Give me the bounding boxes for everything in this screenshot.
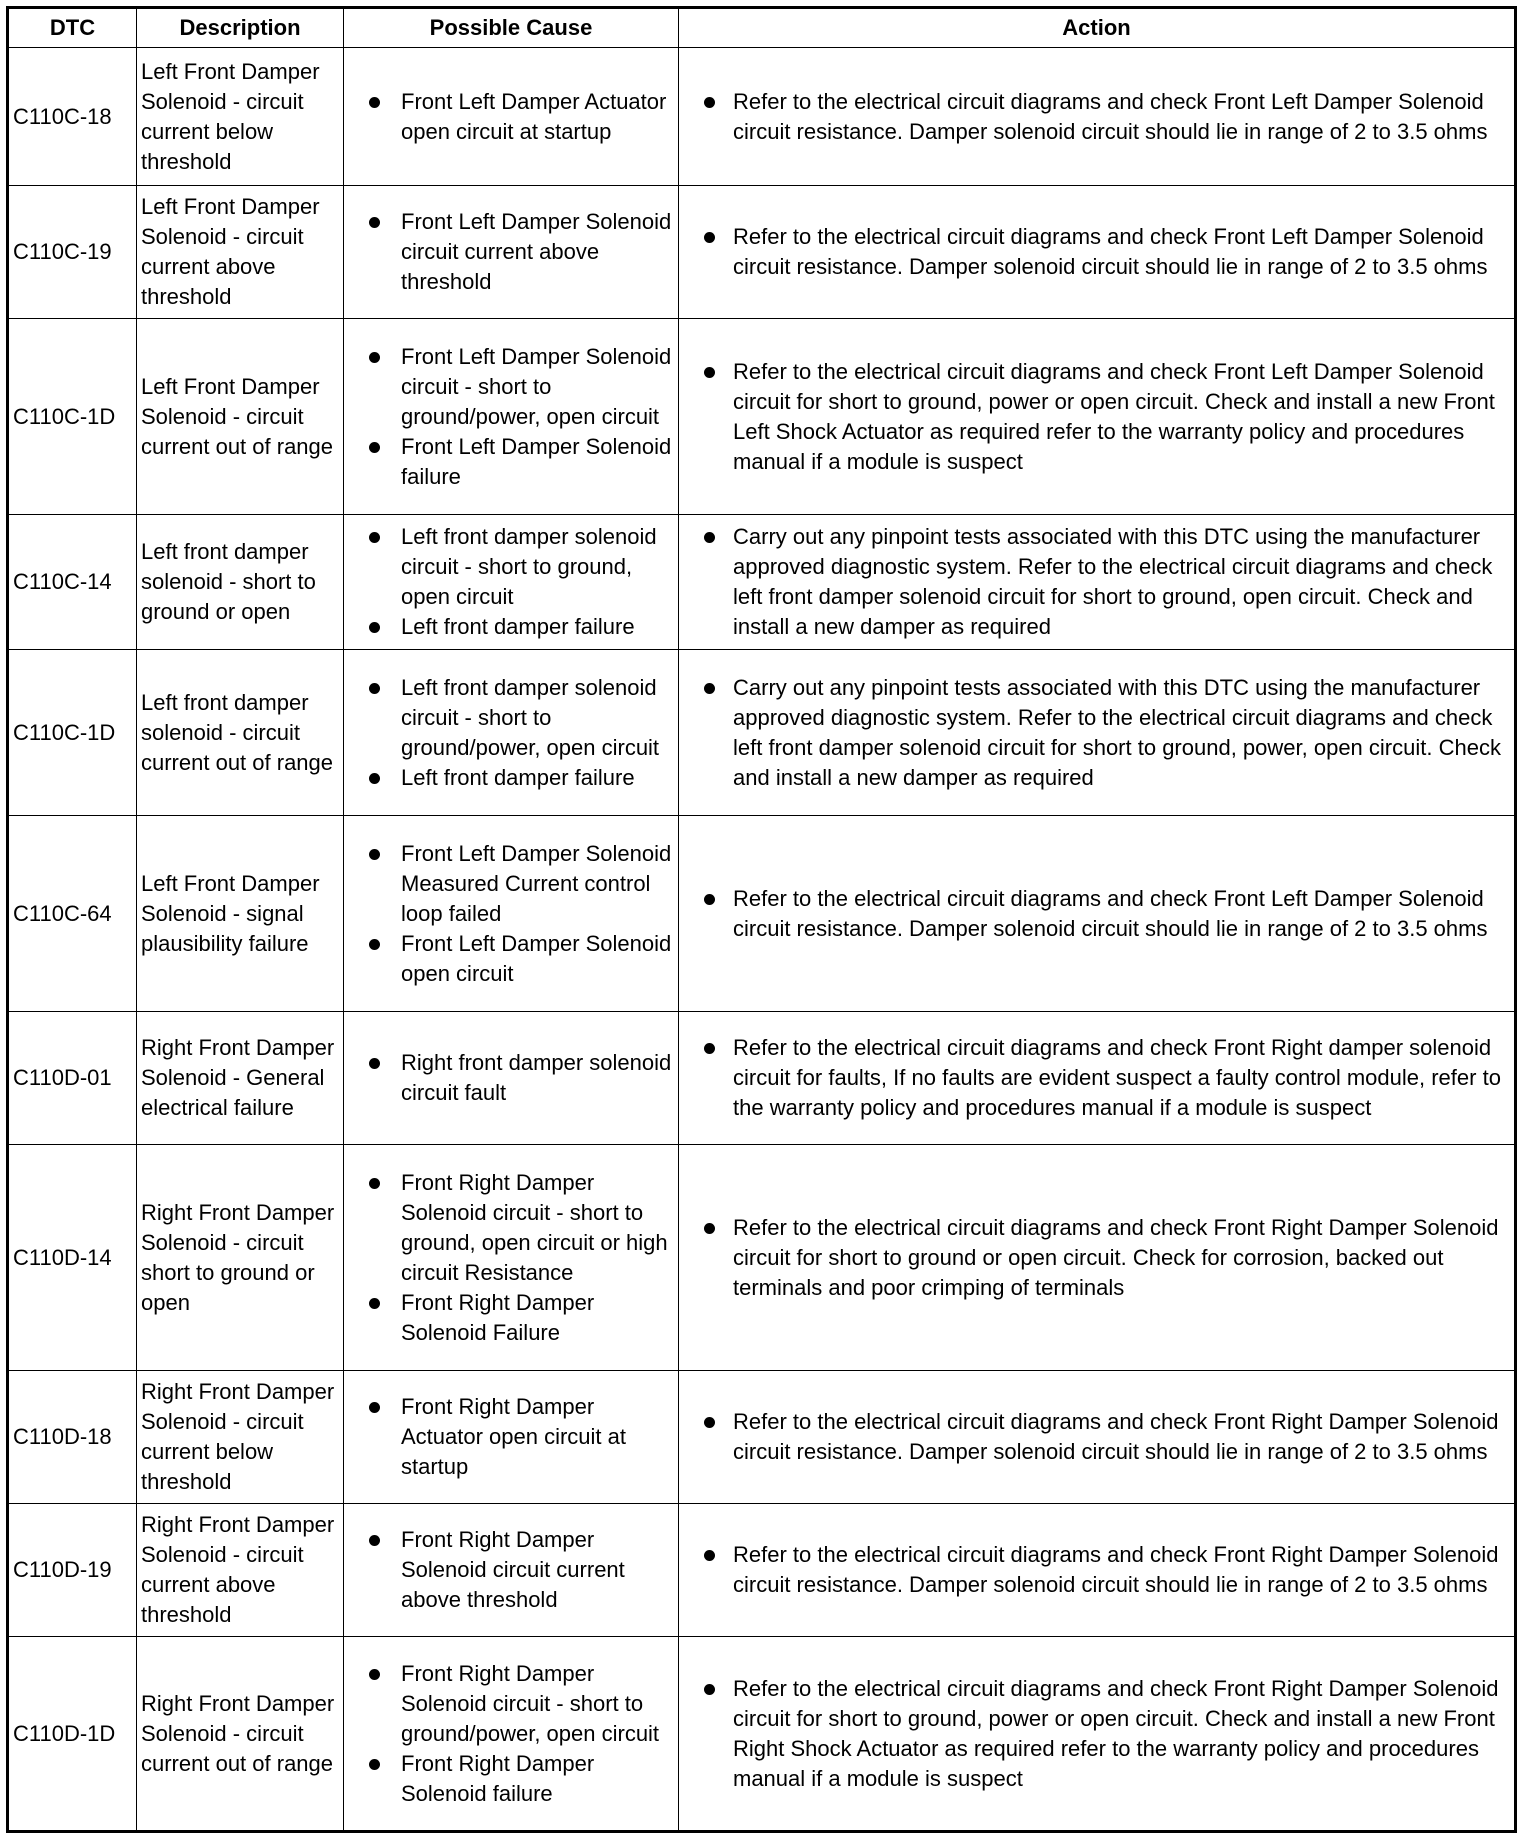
possible-cause-cell bbox=[344, 515, 679, 650]
action-cell bbox=[679, 1145, 1516, 1371]
possible-cause-cell bbox=[344, 1637, 679, 1832]
dtc-cell: C110C-1D bbox=[8, 650, 137, 816]
action-list bbox=[683, 1033, 1510, 1123]
header-action: Action bbox=[679, 8, 1516, 48]
table-row bbox=[8, 1145, 1516, 1371]
description-cell: Right Front Damper Solenoid - circuit current out of range bbox=[137, 1637, 344, 1832]
dtc-cell: C110D-1D bbox=[8, 1637, 137, 1832]
header-row bbox=[8, 8, 1516, 48]
cause-item: Front Left Damper Solenoid circuit - short to ground/power, open circuit bbox=[348, 342, 674, 432]
cause-list bbox=[348, 1659, 674, 1809]
description-cell: Right Front Damper Solenoid - circuit current above threshold bbox=[137, 1504, 344, 1637]
cause-item: Left front damper failure bbox=[348, 612, 674, 642]
dtc-cell: C110D-01 bbox=[8, 1012, 137, 1145]
dtc-cell: C110C-14 bbox=[8, 515, 137, 650]
cause-list bbox=[348, 839, 674, 989]
description-cell: Right Front Damper Solenoid - General electrical failure bbox=[137, 1012, 344, 1145]
cause-list bbox=[348, 1168, 674, 1348]
possible-cause-cell bbox=[344, 186, 679, 319]
dtc-table bbox=[6, 6, 1517, 1833]
cause-list bbox=[348, 522, 674, 642]
cause-list bbox=[348, 342, 674, 492]
cause-item: Front Right Damper Solenoid Failure bbox=[348, 1288, 674, 1348]
description-cell: Left front damper solenoid - circuit current out of range bbox=[137, 650, 344, 816]
action-list bbox=[683, 1213, 1510, 1303]
action-item: Refer to the electrical circuit diagrams and check Front Left Damper Solenoid circuit for short to ground, power or open circuit. Check and install a new Front Left Shock Actuator as required refer to the warranty policy and procedures manual if a module is suspect bbox=[683, 357, 1510, 477]
action-cell bbox=[679, 1371, 1516, 1504]
action-item: Refer to the electrical circuit diagrams and check Front Right Damper Solenoid circuit for short to ground, power or open circuit. Check and install a new Front Right Shock Actuator as required refer to the warranty policy and procedures manual if a module is suspect bbox=[683, 1674, 1510, 1794]
action-list bbox=[683, 1540, 1510, 1600]
action-cell bbox=[679, 48, 1516, 186]
action-list bbox=[683, 222, 1510, 282]
table-row bbox=[8, 1637, 1516, 1832]
action-cell bbox=[679, 816, 1516, 1012]
cause-item: Front Left Damper Solenoid open circuit bbox=[348, 929, 674, 989]
possible-cause-cell bbox=[344, 816, 679, 1012]
action-cell bbox=[679, 186, 1516, 319]
action-item: Refer to the electrical circuit diagrams and check Front Left Damper Solenoid circuit resistance. Damper solenoid circuit should lie in range of 2 to 3.5 ohms bbox=[683, 87, 1510, 147]
action-cell bbox=[679, 1637, 1516, 1832]
action-item: Refer to the electrical circuit diagrams and check Front Right Damper Solenoid circuit for short to ground or open circuit. Check for corrosion, backed out terminals and poor crimping of terminals bbox=[683, 1213, 1510, 1303]
table-row bbox=[8, 48, 1516, 186]
cause-item: Left front damper solenoid circuit - short to ground, open circuit bbox=[348, 522, 674, 612]
action-item: Refer to the electrical circuit diagrams and check Front Right Damper Solenoid circuit resistance. Damper solenoid circuit should lie in range of 2 to 3.5 ohms bbox=[683, 1407, 1510, 1467]
table-row bbox=[8, 816, 1516, 1012]
cause-list bbox=[348, 1525, 674, 1615]
action-list bbox=[683, 87, 1510, 147]
description-cell: Left Front Damper Solenoid - circuit current out of range bbox=[137, 319, 344, 515]
header-dtc: DTC bbox=[8, 8, 137, 48]
possible-cause-cell bbox=[344, 1145, 679, 1371]
cause-item: Front Left Damper Actuator open circuit at startup bbox=[348, 87, 674, 147]
possible-cause-cell bbox=[344, 319, 679, 515]
action-item: Refer to the electrical circuit diagrams and check Front Left Damper Solenoid circuit resistance. Damper solenoid circuit should lie in range of 2 to 3.5 ohms bbox=[683, 884, 1510, 944]
dtc-cell: C110C-19 bbox=[8, 186, 137, 319]
header-possible-cause: Possible Cause bbox=[344, 8, 679, 48]
action-list bbox=[683, 522, 1510, 642]
header-description: Description bbox=[137, 8, 344, 48]
dtc-cell: C110C-18 bbox=[8, 48, 137, 186]
cause-list bbox=[348, 1392, 674, 1482]
possible-cause-cell bbox=[344, 650, 679, 816]
cause-item: Front Right Damper Solenoid circuit current above threshold bbox=[348, 1525, 674, 1615]
table-row bbox=[8, 319, 1516, 515]
possible-cause-cell bbox=[344, 1012, 679, 1145]
dtc-cell: C110D-19 bbox=[8, 1504, 137, 1637]
action-item: Carry out any pinpoint tests associated with this DTC using the manufacturer approved diagnostic system. Refer to the electrical circuit diagrams and check left front damper solenoid circuit for short to ground, open circuit. Check and install a new damper as required bbox=[683, 522, 1510, 642]
action-cell bbox=[679, 1012, 1516, 1145]
dtc-cell: C110D-14 bbox=[8, 1145, 137, 1371]
possible-cause-cell bbox=[344, 1371, 679, 1504]
cause-list bbox=[348, 1048, 674, 1108]
dtc-cell: C110C-1D bbox=[8, 319, 137, 515]
table-row bbox=[8, 650, 1516, 816]
action-item: Refer to the electrical circuit diagrams and check Front Right damper solenoid circuit for faults, If no faults are evident suspect a faulty control module, refer to the warranty policy and procedures manual if a module is suspect bbox=[683, 1033, 1510, 1123]
action-cell bbox=[679, 515, 1516, 650]
action-list bbox=[683, 1674, 1510, 1794]
cause-item: Front Left Damper Solenoid circuit current above threshold bbox=[348, 207, 674, 297]
action-list bbox=[683, 673, 1510, 793]
description-cell: Left Front Damper Solenoid - signal plausibility failure bbox=[137, 816, 344, 1012]
description-cell: Right Front Damper Solenoid - circuit short to ground or open bbox=[137, 1145, 344, 1371]
cause-item: Front Right Damper Solenoid failure bbox=[348, 1749, 674, 1809]
cause-item: Left front damper solenoid circuit - short to ground/power, open circuit bbox=[348, 673, 674, 763]
table-row bbox=[8, 515, 1516, 650]
description-cell: Left Front Damper Solenoid - circuit current above threshold bbox=[137, 186, 344, 319]
cause-item: Right front damper solenoid circuit fault bbox=[348, 1048, 674, 1108]
cause-item: Front Left Damper Solenoid failure bbox=[348, 432, 674, 492]
cause-list bbox=[348, 207, 674, 297]
dtc-cell: C110D-18 bbox=[8, 1371, 137, 1504]
possible-cause-cell bbox=[344, 1504, 679, 1637]
action-cell bbox=[679, 650, 1516, 816]
action-list bbox=[683, 884, 1510, 944]
table-row bbox=[8, 1371, 1516, 1504]
cause-item: Front Right Damper Actuator open circuit at startup bbox=[348, 1392, 674, 1482]
action-item: Refer to the electrical circuit diagrams and check Front Left Damper Solenoid circuit resistance. Damper solenoid circuit should lie in range of 2 to 3.5 ohms bbox=[683, 222, 1510, 282]
cause-item: Left front damper failure bbox=[348, 763, 674, 793]
action-list bbox=[683, 1407, 1510, 1467]
dtc-cell: C110C-64 bbox=[8, 816, 137, 1012]
table-row bbox=[8, 1012, 1516, 1145]
action-cell bbox=[679, 1504, 1516, 1637]
action-item: Refer to the electrical circuit diagrams and check Front Right Damper Solenoid circuit resistance. Damper solenoid circuit should lie in range of 2 to 3.5 ohms bbox=[683, 1540, 1510, 1600]
action-cell bbox=[679, 319, 1516, 515]
description-cell: Left Front Damper Solenoid - circuit current below threshold bbox=[137, 48, 344, 186]
description-cell: Left front damper solenoid - short to ground or open bbox=[137, 515, 344, 650]
cause-item: Front Left Damper Solenoid Measured Current control loop failed bbox=[348, 839, 674, 929]
table-row bbox=[8, 186, 1516, 319]
cause-item: Front Right Damper Solenoid circuit - short to ground/power, open circuit bbox=[348, 1659, 674, 1749]
cause-list bbox=[348, 87, 674, 147]
cause-item: Front Right Damper Solenoid circuit - short to ground, open circuit or high circuit Resistance bbox=[348, 1168, 674, 1288]
action-list bbox=[683, 357, 1510, 477]
description-cell: Right Front Damper Solenoid - circuit current below threshold bbox=[137, 1371, 344, 1504]
action-item: Carry out any pinpoint tests associated with this DTC using the manufacturer approved diagnostic system. Refer to the electrical circuit diagrams and check left front damper solenoid circuit for short to ground, power, open circuit. Check and install a new damper as required bbox=[683, 673, 1510, 793]
possible-cause-cell bbox=[344, 48, 679, 186]
table-row bbox=[8, 1504, 1516, 1637]
cause-list bbox=[348, 673, 674, 793]
